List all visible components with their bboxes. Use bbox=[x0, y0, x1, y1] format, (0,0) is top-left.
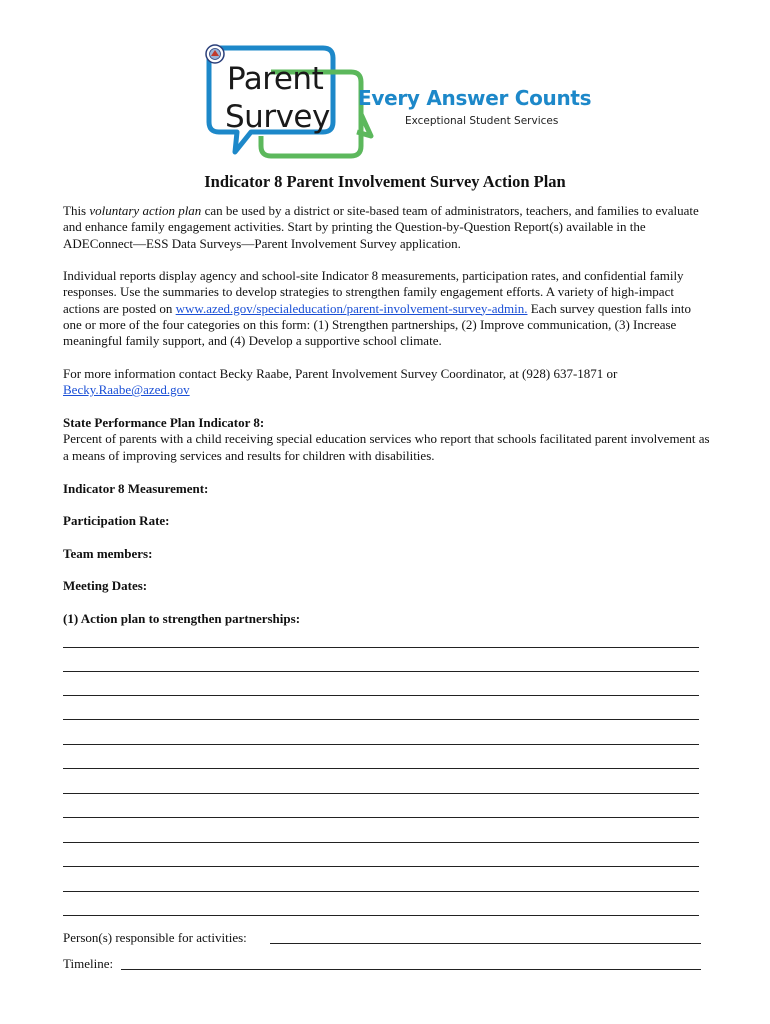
writing-line[interactable] bbox=[63, 768, 699, 769]
logo-tagline: Every Answer Counts bbox=[358, 86, 592, 110]
department-name: Exceptional Student Services bbox=[405, 115, 559, 127]
writing-line[interactable] bbox=[63, 719, 699, 720]
writing-line[interactable] bbox=[63, 891, 699, 892]
responsible-input-line[interactable] bbox=[270, 943, 701, 944]
writing-line[interactable] bbox=[63, 671, 699, 672]
writing-line[interactable] bbox=[63, 866, 699, 867]
intro-emphasis: voluntary action plan bbox=[89, 203, 202, 218]
intro-paragraph-1 bbox=[63, 203, 713, 252]
parent-survey-logo bbox=[205, 44, 592, 162]
intro-text: Individual reports display agency and school-site Indicator 8 measurements, participation rates, and confidential family responses. Use the summaries to develop strategies to strengthen family engagement efforts. A variety of high-impact actions are posted on bbox=[63, 268, 684, 316]
indicator-description: Percent of parents with a child receiving special education services who report that schools facilitated parent involvement as a means of improving services and results for children with disabilities. bbox=[63, 431, 710, 463]
state-seal-icon bbox=[205, 44, 225, 64]
contact-paragraph bbox=[63, 366, 713, 399]
writing-line[interactable] bbox=[63, 695, 699, 696]
intro-text: This bbox=[63, 203, 90, 218]
timeline-input-line[interactable] bbox=[121, 969, 701, 970]
team-members-label: Team members: bbox=[63, 546, 153, 561]
writing-line[interactable] bbox=[63, 915, 699, 916]
writing-line[interactable] bbox=[63, 647, 699, 648]
writing-line[interactable] bbox=[63, 793, 699, 794]
indicator-heading: State Performance Plan Indicator 8: bbox=[63, 415, 265, 430]
intro-paragraph-2 bbox=[63, 268, 713, 349]
coordinator-email-link[interactable]: Becky.Raabe@azed.gov bbox=[63, 382, 190, 398]
timeline-label: Timeline: bbox=[63, 956, 114, 971]
intro-text: Each survey question falls into one or more of the four categories on this form: (1) Strengthen partnerships, (2) Improve communication, (3) Increase meaningful family support, and (4) Develop a supportive school climate. bbox=[63, 300, 692, 349]
page-title: Indicator 8 Parent Involvement Survey Action Plan bbox=[204, 172, 566, 191]
survey-admin-link[interactable]: www.azed.gov/specialeducation/parent-involvement-survey-admin. bbox=[175, 300, 528, 316]
writing-line[interactable] bbox=[63, 817, 699, 818]
writing-line[interactable] bbox=[63, 744, 699, 745]
contact-text: For more information contact Becky Raabe, Parent Involvement Survey Coordinator, at (928) 637-1871 or bbox=[63, 366, 618, 381]
logo-word-parent: Parent bbox=[227, 61, 324, 97]
meeting-dates-label: Meeting Dates: bbox=[63, 578, 148, 593]
measurement-label: Indicator 8 Measurement: bbox=[63, 481, 209, 496]
intro-text: can be used by a district or site-based team of administrators, teachers, and families to evaluate and enhance family engagement activities. Start by printing the Question-by-Question Report(s) available in the ADEConnect—ESS Data Surveys—Parent Involvement Survey application. bbox=[63, 203, 699, 251]
indicator-section bbox=[63, 415, 713, 464]
writing-line[interactable] bbox=[63, 842, 699, 843]
section-1-heading: (1) Action plan to strengthen partnerships: bbox=[63, 611, 301, 626]
responsible-label: Person(s) responsible for activities: bbox=[63, 930, 247, 945]
participation-rate-label: Participation Rate: bbox=[63, 513, 170, 528]
logo-word-survey: Survey bbox=[225, 99, 330, 135]
